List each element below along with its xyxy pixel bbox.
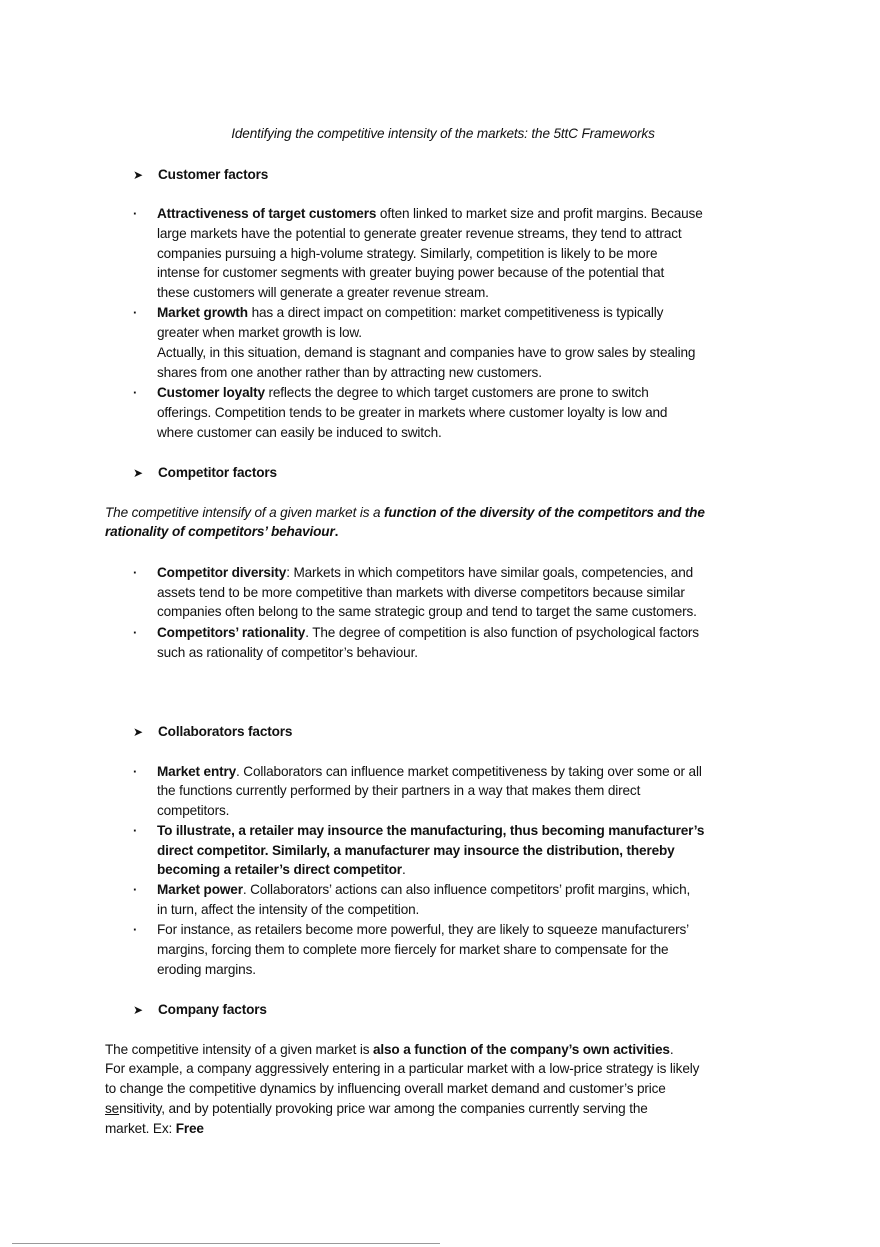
dot-bullet-icon: · [133, 305, 138, 320]
bullet-line [157, 563, 693, 583]
text-run: Actually, in this situation, demand is stagnant and companies have to grow sales by stealing [157, 345, 696, 360]
bullet-line [157, 821, 704, 841]
text-run: these customers will generate a greater revenue stream. [157, 285, 489, 300]
text-run: rationality of competitors’ behaviour [105, 524, 335, 539]
text-run: Market growth [157, 305, 248, 320]
bullet-line [157, 363, 542, 383]
bullet-line [157, 880, 690, 900]
section-heading [158, 722, 292, 742]
dot-bullet-icon: · [133, 206, 138, 221]
text-run: market. Ex: [105, 1121, 176, 1136]
bullet-line [157, 303, 663, 323]
text-run: competitors. [157, 803, 230, 818]
paragraph-line [105, 503, 705, 523]
bullet-line [157, 960, 256, 980]
paragraph-line [105, 1119, 204, 1139]
text-run: in turn, affect the intensity of the competition. [157, 902, 420, 917]
text-run: companies pursuing a high-volume strategy. Similarly, competition is likely to be more [157, 246, 658, 261]
bullet-line [157, 383, 649, 403]
bullet-line [157, 263, 664, 283]
bullet-line [157, 841, 675, 861]
text-run: such as rationality of competitor’s behaviour. [157, 645, 418, 660]
bullet-line [157, 283, 489, 303]
text-run: Free [175, 1121, 204, 1136]
text-run: becoming a retailer’s direct competitor [157, 862, 402, 877]
text-run: . Collaborators’ actions can also influence competitors’ profit margins, which, [242, 882, 691, 897]
dot-bullet-icon: · [133, 625, 138, 640]
paragraph-line [105, 1040, 673, 1060]
text-run: Competitors’ rationality [157, 625, 306, 640]
text-run: Market power [157, 882, 243, 897]
paragraph-line [105, 1059, 699, 1079]
bullet-line [157, 244, 657, 264]
text-run: The competitive intensify of a given market is a [105, 505, 385, 520]
arrow-bullet-icon: ➤ [133, 725, 144, 739]
text-run: assets tend to be more competitive than markets with diverse competitors because similar [157, 585, 685, 600]
text-run: . [401, 862, 406, 877]
bullet-line [157, 623, 699, 643]
bullet-line [157, 920, 689, 940]
paragraph-line [105, 522, 338, 542]
text-run: Market entry [157, 764, 237, 779]
text-run: shares from one another rather than by attracting new customers. [157, 365, 542, 380]
text-run: often linked to market size and profit margins. Because [376, 206, 703, 221]
section-heading [158, 1000, 267, 1020]
text-run: . The degree of competition is also function of psychological factors [305, 625, 699, 640]
text-run: Competitor factors [158, 465, 277, 480]
arrow-bullet-icon: ➤ [133, 1003, 144, 1017]
bullet-line [157, 801, 229, 821]
text-run: Customer factors [158, 167, 269, 182]
text-run: eroding margins. [157, 962, 256, 977]
text-run: reflects the degree to which target customers are prone to switch [264, 385, 649, 400]
text-run: Competitor diversity [157, 565, 287, 580]
text-run: Identifying the competitive intensity of the markets: the 5ttC Frameworks [231, 126, 655, 141]
dot-bullet-icon: · [133, 385, 138, 400]
text-run: For example, a company aggressively entering in a particular market with a low-price strategy is likely [105, 1061, 700, 1076]
bullet-line [157, 762, 702, 782]
text-run: has a direct impact on competition: market competitiveness is typically [247, 305, 664, 320]
bullet-line [157, 343, 695, 363]
section-heading [158, 463, 277, 483]
bullet-line [157, 224, 682, 244]
bullet-line [157, 583, 685, 603]
bullet-line [157, 860, 406, 880]
text-run: Customer loyalty [157, 385, 265, 400]
footnote-separator [12, 1243, 440, 1244]
bullet-line [157, 900, 419, 920]
text-run: large markets have the potential to generate greater revenue streams, they tend to attract [157, 226, 682, 241]
text-run: . Collaborators can influence market competitiveness by taking over some or all [236, 764, 702, 779]
dot-bullet-icon: · [133, 922, 138, 937]
text-run: . [334, 524, 339, 539]
text-run: margins, forcing them to complete more fiercely for market share to compensate for the [157, 942, 669, 957]
bullet-line [157, 781, 640, 801]
text-run: where customer can easily be induced to switch. [157, 425, 442, 440]
bullet-line [157, 403, 667, 423]
dot-bullet-icon: · [133, 565, 138, 580]
text-run: For instance, as retailers become more powerful, they are likely to squeeze manufacturers’ [157, 922, 690, 937]
dot-bullet-icon: · [133, 882, 138, 897]
text-run: : Markets in which competitors have similar goals, competencies, and [286, 565, 694, 580]
text-run: greater when market growth is low. [157, 325, 362, 340]
arrow-bullet-icon: ➤ [133, 466, 144, 480]
text-run: direct competitor. Similarly, a manufacturer may insource the distribution, thereby [157, 843, 675, 858]
paragraph-line [105, 1099, 648, 1119]
text-run: To illustrate, a retailer may insource the manufacturing, thus becoming manufacturer’s [157, 823, 705, 838]
dot-bullet-icon: · [133, 823, 138, 838]
text-run: The competitive intensity of a given market is [105, 1042, 373, 1057]
text-run: companies often belong to the same strategic group and tend to target the same customers. [157, 604, 697, 619]
text-run: also a function of the company’s own activities [372, 1042, 670, 1057]
paragraph-line [105, 1079, 666, 1099]
text-run: nsitivity, and by potentially provoking price war among the companies currently serving the [119, 1101, 648, 1116]
text-run: Collaborators factors [158, 724, 293, 739]
section-heading [158, 165, 268, 185]
text-run: the functions currently performed by their partners in a way that makes them direct [157, 783, 641, 798]
text-run: se [105, 1101, 120, 1116]
text-run: function of the diversity of the competitors and the [384, 505, 705, 520]
bullet-line [157, 940, 668, 960]
text-run: . [669, 1042, 674, 1057]
bullet-line [157, 423, 442, 443]
dot-bullet-icon: · [133, 764, 138, 779]
text-run: Company factors [158, 1002, 267, 1017]
text-run: offerings. Competition tends to be greater in markets where customer loyalty is low and [157, 405, 668, 420]
text-run: Attractiveness of target customers [157, 206, 377, 221]
document-title [0, 124, 880, 144]
bullet-line [157, 204, 703, 224]
bullet-line [157, 643, 418, 663]
text-run: intense for customer segments with greater buying power because of the potential that [157, 265, 665, 280]
bullet-line [157, 323, 362, 343]
bullet-line [157, 602, 697, 622]
arrow-bullet-icon: ➤ [133, 168, 144, 182]
text-run: to change the competitive dynamics by influencing overall market demand and customer’s price [105, 1081, 666, 1096]
